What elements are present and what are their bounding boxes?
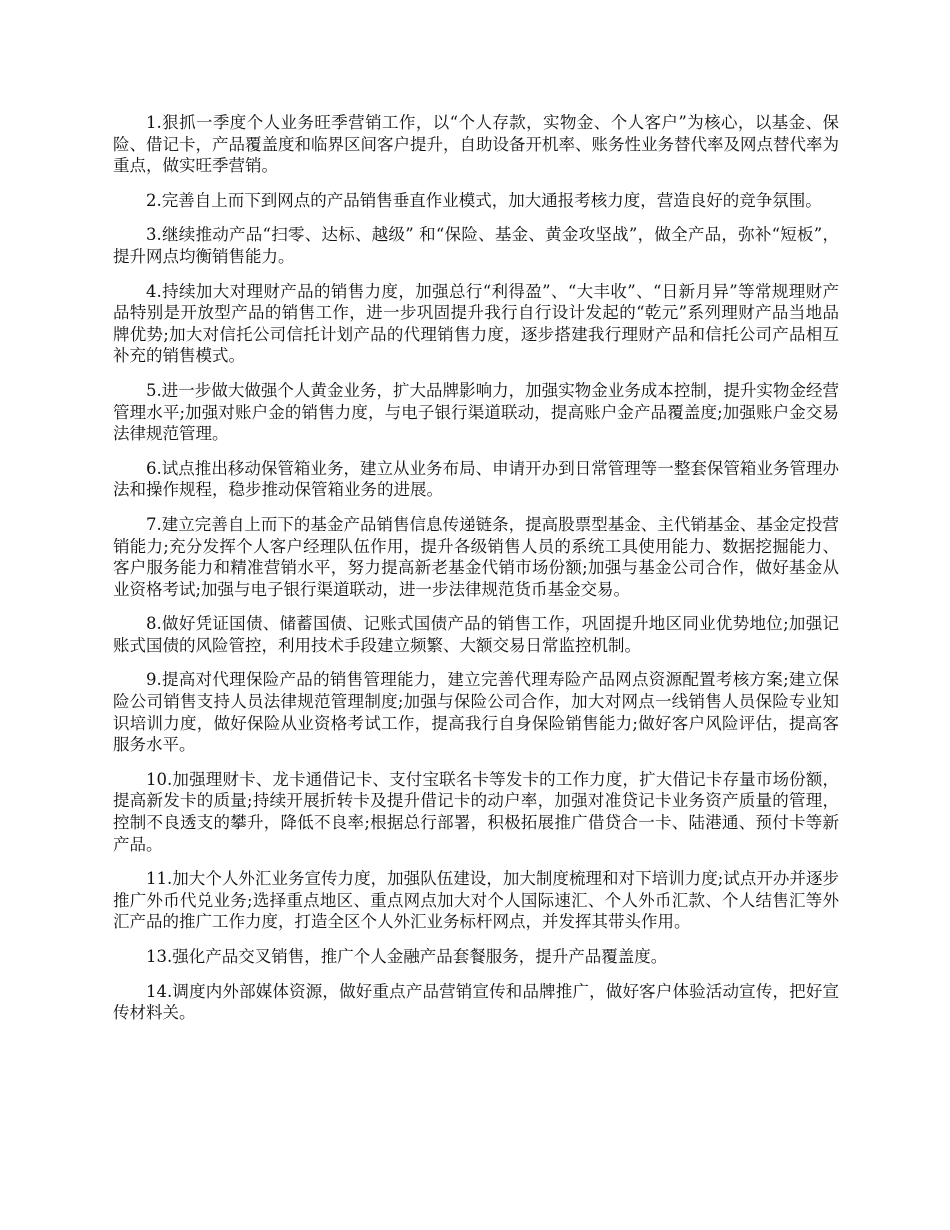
paragraph-13: 13.强化产品交叉销售，推广个人金融产品套餐服务，提升产品覆盖度。 [146, 947, 668, 966]
paragraph-6: 6.试点推出移动保管箱业务，建立从业务布局、申请开办到日常管理等一整套保管箱业务管理办法和操作规程，稳步推动保管箱业务的进展。 [113, 458, 839, 500]
paragraph-5: 5.进一步做大做强个人黄金业务，扩大品牌影响力，加强实物金业务成本控制，提升实物金经营管理水平;加强对账户金的销售力度，与电子银行渠道联动，提高账户金产品覆盖度;加强账户金交易法律规范管理。 [113, 380, 839, 444]
paragraph-2: 2.完善自上而下到网点的产品销售垂直作业模式，加大通报考核力度，营造良好的竞争氛围。 [146, 190, 822, 210]
paragraph-10: 10.加强理财卡、龙卡通借记卡、支付宝联名卡等发卡的工作力度，扩大借记卡存量市场份额，提高新发卡的质量;持续开展折转卡及提升借记卡的动户率，加强对准贷记卡业务资产质量的管理，控制不良透支的攀升，降低不良率;根据总行部署，积极拓展推广借贷合一卡、陆港通、预付卡等新产品。 [113, 769, 839, 854]
paragraph-7: 7.建立完善自上而下的基金产品销售信息传递链条，提高股票型基金、主代销基金、基金定投营销能力;充分发挥个人客户经理队伍作用，提升各级销售人员的系统工具使用能力、数据挖掘能力、客户服务能力和精准营销水平，努力提高新老基金代销市场份额;加强与基金公司合作，做好基金从业资格考试;加强与电子银行渠道联动，进一步法律规范货币基金交易。 [113, 514, 839, 599]
paragraph-14: 14.调度内外部媒体资源，做好重点产品营销宣传和品牌推广，做好客户体验活动宣传，把好宣传材料关。 [113, 981, 839, 1023]
paragraph-3: 3.继续推动产品“扫零、达标、越级” 和“保险、基金、黄金攻坚战”，做全产品，弥补“短板”，提升网点均衡销售能力。 [113, 225, 839, 266]
paragraph-4: 4.持续加大对理财产品的销售力度，加强总行“利得盈”、“大丰收”、“日新月异”等常规理财产品特别是开放型产品的销售工作，进一步巩固提升我行自行设计发起的“乾元”系列理财产品当地品牌优势;加大对信托公司信托计划产品的代理销售力度，逐步搭建我行理财产品和信托公司产品相互补充的销售模式。 [113, 281, 839, 366]
paragraph-11: 11.加大个人外汇业务宣传力度，加强队伍建设，加大制度梳理和对下培训力度;试点开办并逐步推广外币代兑业务;选择重点地区、重点网点加大对个人国际速汇、个人外币汇款、个人结售汇等外汇产品的推广工作力度，打造全区个人外汇业务标杆网点，并发挥其带头作用。 [113, 869, 839, 932]
paragraph-9: 9.提高对代理保险产品的销售管理能力，建立完善代理寿险产品网点资源配置考核方案;建立保险公司销售支持人员法律规范管理制度;加强与保险公司合作，加大对网点一线销售人员保险专业知识培训力度，做好保险从业资格考试工作，提高我行自身保险销售能力;做好客户风险评估，提高客服务水平。 [113, 670, 839, 755]
paragraph-8: 8.做好凭证国债、储蓄国债、记账式国债产品的销售工作，巩固提升地区同业优势地位;加强记账式国债的风险管控，利用技术手段建立频繁、大额交易日常监控机制。 [113, 614, 839, 655]
document-body [113, 112, 839, 1037]
paragraph-1: 1.狠抓一季度个人业务旺季营销工作，以“个人存款，实物金、个人客户”为核心，以基金、保险、借记卡，产品覆盖度和临界区间客户提升，自助设备开机率、账务性业务替代率及网点替代率为重点，做实旺季营销。 [113, 113, 839, 176]
